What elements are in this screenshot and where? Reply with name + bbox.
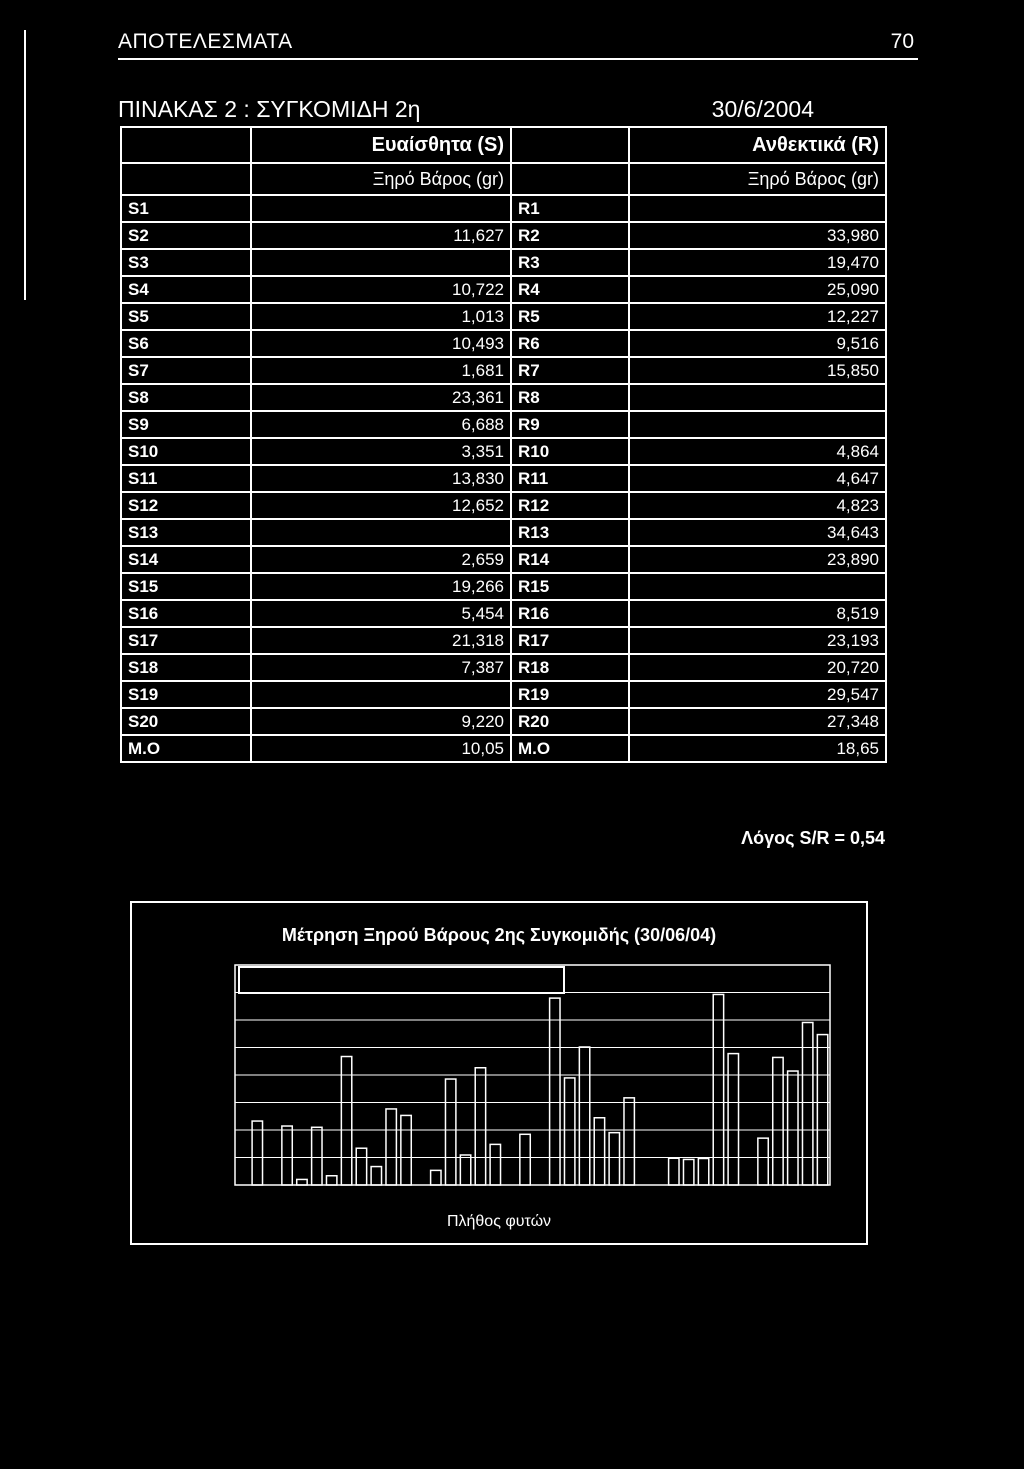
unit-header-s: Ξηρό Βάρος (gr) <box>251 163 511 195</box>
sample-s-label: S17 <box>121 627 251 654</box>
chart-plot <box>227 963 837 1203</box>
bar-series-2 <box>817 1035 827 1185</box>
bar-series-1 <box>341 1057 351 1185</box>
page-number: 70 <box>890 30 914 53</box>
table-row <box>121 276 886 303</box>
chart-frame <box>130 901 868 1245</box>
empty-cell <box>121 163 251 195</box>
sample-s-value: 10,05 <box>251 735 511 762</box>
sample-s-value <box>251 681 511 708</box>
page-header <box>118 28 918 60</box>
sample-s-label: S20 <box>121 708 251 735</box>
sample-r-value <box>629 411 886 438</box>
bar-series-2 <box>758 1138 768 1185</box>
group-header-r: Ανθεκτικά (R) <box>629 127 886 163</box>
table-row <box>121 330 886 357</box>
sample-s-value: 3,351 <box>251 438 511 465</box>
sample-s-value: 1,681 <box>251 357 511 384</box>
group-header-s: Ευαίσθητα (S) <box>251 127 511 163</box>
sample-s-label: S9 <box>121 411 251 438</box>
table-row <box>121 411 886 438</box>
sample-s-label: S7 <box>121 357 251 384</box>
sample-r-value: 19,470 <box>629 249 886 276</box>
table-row <box>121 222 886 249</box>
bar-series-2 <box>594 1118 604 1185</box>
bar-series-1 <box>475 1068 485 1185</box>
bar-series-2 <box>579 1047 589 1185</box>
sample-r-label: R2 <box>511 222 629 249</box>
sample-r-value <box>629 384 886 411</box>
sample-r-label: R10 <box>511 438 629 465</box>
gridlines <box>235 965 830 1185</box>
margin-line <box>24 30 26 300</box>
empty-cell <box>511 163 629 195</box>
bar-series-2 <box>773 1057 783 1185</box>
section-title: ΑΠΟΤΕΛΕΣΜΑΤΑ <box>118 30 293 53</box>
chart-x-axis-label: Πλήθος φυτών <box>446 1213 552 1230</box>
sample-s-value: 10,493 <box>251 330 511 357</box>
bar-series-2 <box>728 1054 738 1185</box>
bar-series-1 <box>431 1170 441 1185</box>
table-title: ΠΙΝΑΚΑΣ 2 : ΣΥΓΚΟΜΙΔΗ 2η <box>118 96 421 122</box>
sample-r-label: R20 <box>511 708 629 735</box>
sample-r-value <box>629 573 886 600</box>
sample-s-label: S4 <box>121 276 251 303</box>
sample-r-value: 4,823 <box>629 492 886 519</box>
sample-s-label: S8 <box>121 384 251 411</box>
table-row <box>121 492 886 519</box>
bar-series-1 <box>326 1176 336 1185</box>
sample-r-label: R16 <box>511 600 629 627</box>
sample-s-label: S18 <box>121 654 251 681</box>
sample-s-value: 13,830 <box>251 465 511 492</box>
sample-r-value: 18,65 <box>629 735 886 762</box>
table-row <box>121 195 886 222</box>
sample-s-label: Μ.Ο <box>121 735 251 762</box>
sample-r-value: 15,850 <box>629 357 886 384</box>
sample-s-label: S16 <box>121 600 251 627</box>
bar-series-1 <box>252 1121 262 1185</box>
unit-header-r: Ξηρό Βάρος (gr) <box>629 163 886 195</box>
table-row <box>121 546 886 573</box>
sample-s-value <box>251 249 511 276</box>
sample-r-value: 27,348 <box>629 708 886 735</box>
bar-series-1 <box>282 1126 292 1185</box>
bar-series-2 <box>609 1133 619 1185</box>
sample-r-value: 29,547 <box>629 681 886 708</box>
sample-r-label: R7 <box>511 357 629 384</box>
sample-r-label: R14 <box>511 546 629 573</box>
sample-r-label: R1 <box>511 195 629 222</box>
sample-s-label: S12 <box>121 492 251 519</box>
sample-r-label: R17 <box>511 627 629 654</box>
sample-r-label: R13 <box>511 519 629 546</box>
bar-series-1 <box>445 1079 455 1185</box>
sample-s-value: 21,318 <box>251 627 511 654</box>
table-heading <box>118 96 818 126</box>
sample-r-label: R18 <box>511 654 629 681</box>
table-row <box>121 735 886 762</box>
bar-series-2 <box>698 1158 708 1185</box>
sample-r-label: R3 <box>511 249 629 276</box>
sample-r-value: 12,227 <box>629 303 886 330</box>
sample-s-value: 5,454 <box>251 600 511 627</box>
sample-r-label: R12 <box>511 492 629 519</box>
results-table <box>120 126 887 763</box>
sample-r-label: R9 <box>511 411 629 438</box>
table-row <box>121 708 886 735</box>
sample-s-value: 23,361 <box>251 384 511 411</box>
table-unit-header <box>121 163 886 195</box>
table-row <box>121 573 886 600</box>
sample-s-label: S11 <box>121 465 251 492</box>
sample-r-label: R19 <box>511 681 629 708</box>
bar-series-1 <box>490 1144 500 1185</box>
table-row <box>121 627 886 654</box>
table-row <box>121 384 886 411</box>
sample-s-value: 19,266 <box>251 573 511 600</box>
sample-s-label: S15 <box>121 573 251 600</box>
sample-r-label: Μ.Ο <box>511 735 629 762</box>
sample-r-value: 25,090 <box>629 276 886 303</box>
table-row <box>121 357 886 384</box>
sample-r-value: 8,519 <box>629 600 886 627</box>
bar-series-2 <box>669 1158 679 1185</box>
sample-r-label: R8 <box>511 384 629 411</box>
bar-series-1 <box>312 1127 322 1185</box>
table-row <box>121 438 886 465</box>
sample-s-value: 2,659 <box>251 546 511 573</box>
sample-s-value: 1,013 <box>251 303 511 330</box>
sample-s-label: S19 <box>121 681 251 708</box>
table-row <box>121 519 886 546</box>
table-row <box>121 600 886 627</box>
sample-s-value: 7,387 <box>251 654 511 681</box>
sample-r-value: 9,516 <box>629 330 886 357</box>
sample-s-label: S13 <box>121 519 251 546</box>
bar-series-2 <box>683 1159 693 1185</box>
legend-box <box>239 967 564 993</box>
bar-series-1 <box>371 1167 381 1185</box>
bar-series-1 <box>356 1148 366 1185</box>
bar-series-1 <box>297 1179 307 1185</box>
sample-r-value: 33,980 <box>629 222 886 249</box>
bar-series-2 <box>550 998 560 1185</box>
sample-r-label: R4 <box>511 276 629 303</box>
sample-r-label: R11 <box>511 465 629 492</box>
sample-s-value <box>251 195 511 222</box>
sample-s-label: S10 <box>121 438 251 465</box>
sample-s-value: 12,652 <box>251 492 511 519</box>
bars <box>252 994 828 1185</box>
table-row <box>121 654 886 681</box>
sample-r-label: R5 <box>511 303 629 330</box>
sample-s-value: 6,688 <box>251 411 511 438</box>
sample-r-value: 23,193 <box>629 627 886 654</box>
sample-r-label: R6 <box>511 330 629 357</box>
ratio-note: Λόγος S/R = 0,54 <box>741 828 885 848</box>
table-row <box>121 681 886 708</box>
sample-s-label: S3 <box>121 249 251 276</box>
table-group-header <box>121 127 886 163</box>
bar-series-2 <box>624 1098 634 1185</box>
sample-r-value: 34,643 <box>629 519 886 546</box>
table-row <box>121 465 886 492</box>
sample-s-label: S14 <box>121 546 251 573</box>
bar-series-1 <box>386 1109 396 1185</box>
sample-s-label: S1 <box>121 195 251 222</box>
empty-cell <box>511 127 629 163</box>
table-row <box>121 303 886 330</box>
sample-s-value: 11,627 <box>251 222 511 249</box>
table-row <box>121 249 886 276</box>
bar-series-1 <box>520 1134 530 1185</box>
sample-s-value <box>251 519 511 546</box>
bar-series-2 <box>564 1078 574 1185</box>
sample-r-value <box>629 195 886 222</box>
bar-series-2 <box>713 994 723 1185</box>
sample-s-value: 10,722 <box>251 276 511 303</box>
bar-series-2 <box>802 1022 812 1185</box>
bar-series-1 <box>401 1115 411 1185</box>
bar-series-1 <box>460 1155 470 1185</box>
sample-r-value: 4,647 <box>629 465 886 492</box>
sample-r-value: 4,864 <box>629 438 886 465</box>
empty-cell <box>121 127 251 163</box>
sample-s-label: S6 <box>121 330 251 357</box>
sample-s-value: 9,220 <box>251 708 511 735</box>
chart-title: Μέτρηση Ξηρού Βάρους 2ης Συγκομιδής (30/06/04) <box>281 925 717 945</box>
sample-r-value: 23,890 <box>629 546 886 573</box>
bar-series-2 <box>788 1071 798 1185</box>
sample-s-label: S2 <box>121 222 251 249</box>
sample-r-value: 20,720 <box>629 654 886 681</box>
sample-s-label: S5 <box>121 303 251 330</box>
sample-r-label: R15 <box>511 573 629 600</box>
table-date: 30/6/2004 <box>711 96 814 122</box>
